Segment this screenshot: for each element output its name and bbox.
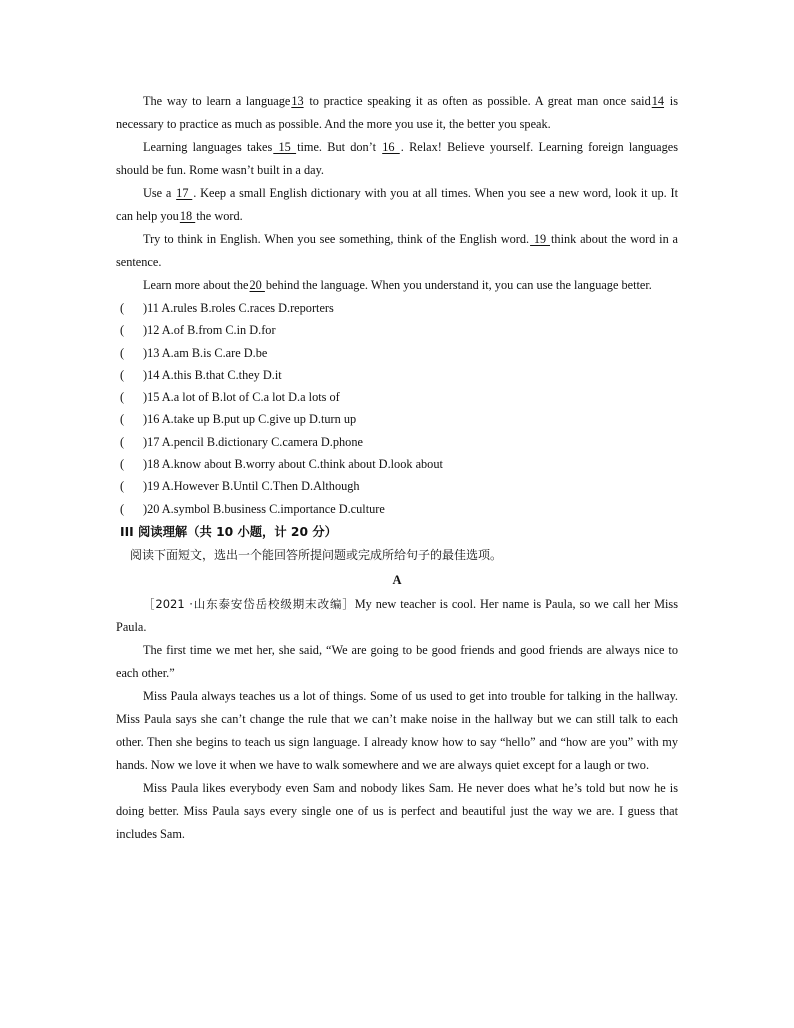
answer-bracket[interactable]: ( — [120, 301, 125, 315]
answer-bracket[interactable]: ( — [120, 457, 125, 472]
section-title: III 阅读理解（共 10 小题，计 20 分） — [120, 524, 337, 539]
passage-text: the word. — [196, 209, 243, 223]
passage-letter: A — [392, 572, 402, 587]
option-text: 14 A.this B.that C.they D.it — [147, 367, 282, 382]
option-row-19 — [120, 475, 678, 497]
answer-bracket[interactable]: ( — [120, 323, 125, 338]
option-text: 13 A.am B.is C.are D.be — [147, 345, 268, 360]
option-text: 16 A.take up B.put up C.give up D.turn up — [147, 412, 357, 427]
answer-bracket[interactable]: ( — [120, 434, 125, 449]
option-text: 20 A.symbol B.business C.importance D.culture — [147, 501, 385, 516]
option-row-17 — [120, 431, 678, 453]
passage-paragraph-5 — [116, 274, 678, 297]
passage-text: behind the language. When you understand it, you can use the language better. — [265, 278, 652, 292]
passage-text: Learning languages takes — [143, 140, 273, 154]
answer-bracket[interactable]: ( — [120, 479, 125, 494]
passage-paragraph-3 — [116, 182, 678, 228]
bracket-close: ) — [143, 390, 148, 405]
blank-18: 18 — [179, 209, 196, 223]
answer-bracket[interactable]: ( — [120, 367, 125, 382]
option-text: 11 A.rules B.roles C.races D.reporters — [147, 301, 334, 315]
passage-text: . Relax! Believe yourself. Learning foreign languages should be fun. Rome wasn’t built in a day. — [116, 140, 679, 177]
option-row-18 — [120, 453, 678, 475]
option-row-14 — [120, 364, 678, 386]
bracket-close: ) — [143, 501, 148, 516]
option-row-16 — [120, 408, 678, 430]
bracket-close: ) — [143, 412, 148, 427]
bracket-close: ) — [143, 457, 148, 472]
bracket-close: ) — [143, 345, 148, 360]
passage-text: think about the word in a sentence. — [116, 232, 678, 269]
bracket-close: ) — [143, 434, 148, 449]
option-text: 12 A.of B.from C.in D.for — [147, 323, 276, 338]
blank-15: 15 — [273, 140, 297, 154]
option-row-12 — [120, 319, 678, 341]
reading-paragraph-2: The first time we met her, she said, “We are going to be good friends and good friends are always nice to each other.” — [116, 642, 678, 680]
options-list — [116, 297, 678, 520]
option-text: 17 A.pencil B.dictionary C.camera D.phone — [147, 434, 363, 449]
answer-bracket[interactable]: ( — [120, 412, 125, 427]
passage-paragraph-2 — [116, 136, 678, 182]
option-row-13 — [120, 342, 678, 364]
reading-paragraph-1 — [116, 593, 678, 639]
passage-text: to practice speaking it as often as possible. A great man once said — [304, 94, 651, 108]
passage-text: The way to learn a language — [143, 94, 291, 108]
passage-text: time. But don’t — [297, 140, 382, 154]
answer-bracket[interactable]: ( — [120, 501, 125, 516]
blank-13: 13 — [291, 94, 304, 108]
option-row-20 — [120, 498, 678, 520]
source-note: ［2021 ·山东泰安岱岳校级期末改编］ — [143, 596, 355, 611]
passage-paragraph-1 — [116, 90, 678, 136]
blank-20: 20 — [249, 278, 265, 292]
bracket-close: ) — [143, 367, 148, 382]
blank-14: 14 — [651, 94, 665, 108]
bracket-close: ) — [143, 301, 148, 315]
option-text: 18 A.know about B.worry about C.think about D.look about — [147, 457, 443, 472]
option-row-15 — [120, 386, 678, 408]
option-row-11 — [120, 297, 678, 319]
blank-19: 19 — [530, 232, 550, 246]
blank-16: 16 — [382, 140, 400, 154]
section-instruction: 阅读下面短文，选出一个能回答所提问题或完成所给句子的最佳选项。 — [130, 547, 503, 562]
bracket-close: ) — [143, 323, 148, 338]
passage-text: . Keep a small English dictionary with you at all times. When you see a new word, look it up. It can help you — [116, 186, 679, 223]
passage-text: Try to think in English. When you see something, think of the English word. — [143, 232, 530, 246]
passage-text: Learn more about the — [143, 278, 249, 292]
passage-paragraph-4 — [116, 228, 678, 274]
answer-bracket[interactable]: ( — [120, 345, 125, 360]
exam-page — [116, 90, 678, 846]
blank-17: 17 — [176, 186, 193, 200]
passage-text: is necessary to practice as much as possible. And the more you use it, the better you speak. — [116, 94, 678, 131]
reading-text: My new teacher is cool. Her name is Paula, so we call her Miss Paula. — [116, 596, 679, 634]
answer-bracket[interactable]: ( — [120, 390, 125, 405]
passage-text: Use a — [143, 186, 176, 200]
option-text: 19 A.However B.Until C.Then D.Although — [147, 479, 360, 494]
option-text: 15 A.a lot of B.lot of C.a lot D.a lots of — [147, 390, 340, 405]
reading-paragraph-4: Miss Paula likes everybody even Sam and nobody likes Sam. He never does what he’s told but now he is doing better. Miss Paula says every single one of us is perfect and beautiful just the way we are. I guess that includes Sam. — [116, 780, 678, 841]
reading-paragraph-3: Miss Paula always teaches us a lot of things. Some of us used to get into trouble for talking in the hallway. Miss Paula says she can’t change the rule that we can’t make noise in the hallway but we can still talk to each other. Then she begins to teach us sign language. I already know how to say “hello” and “how are you” with my hands. Now we love it when we have to walk somewhere and we are always quiet except for a laugh or two. — [116, 688, 678, 772]
bracket-close: ) — [143, 479, 148, 494]
